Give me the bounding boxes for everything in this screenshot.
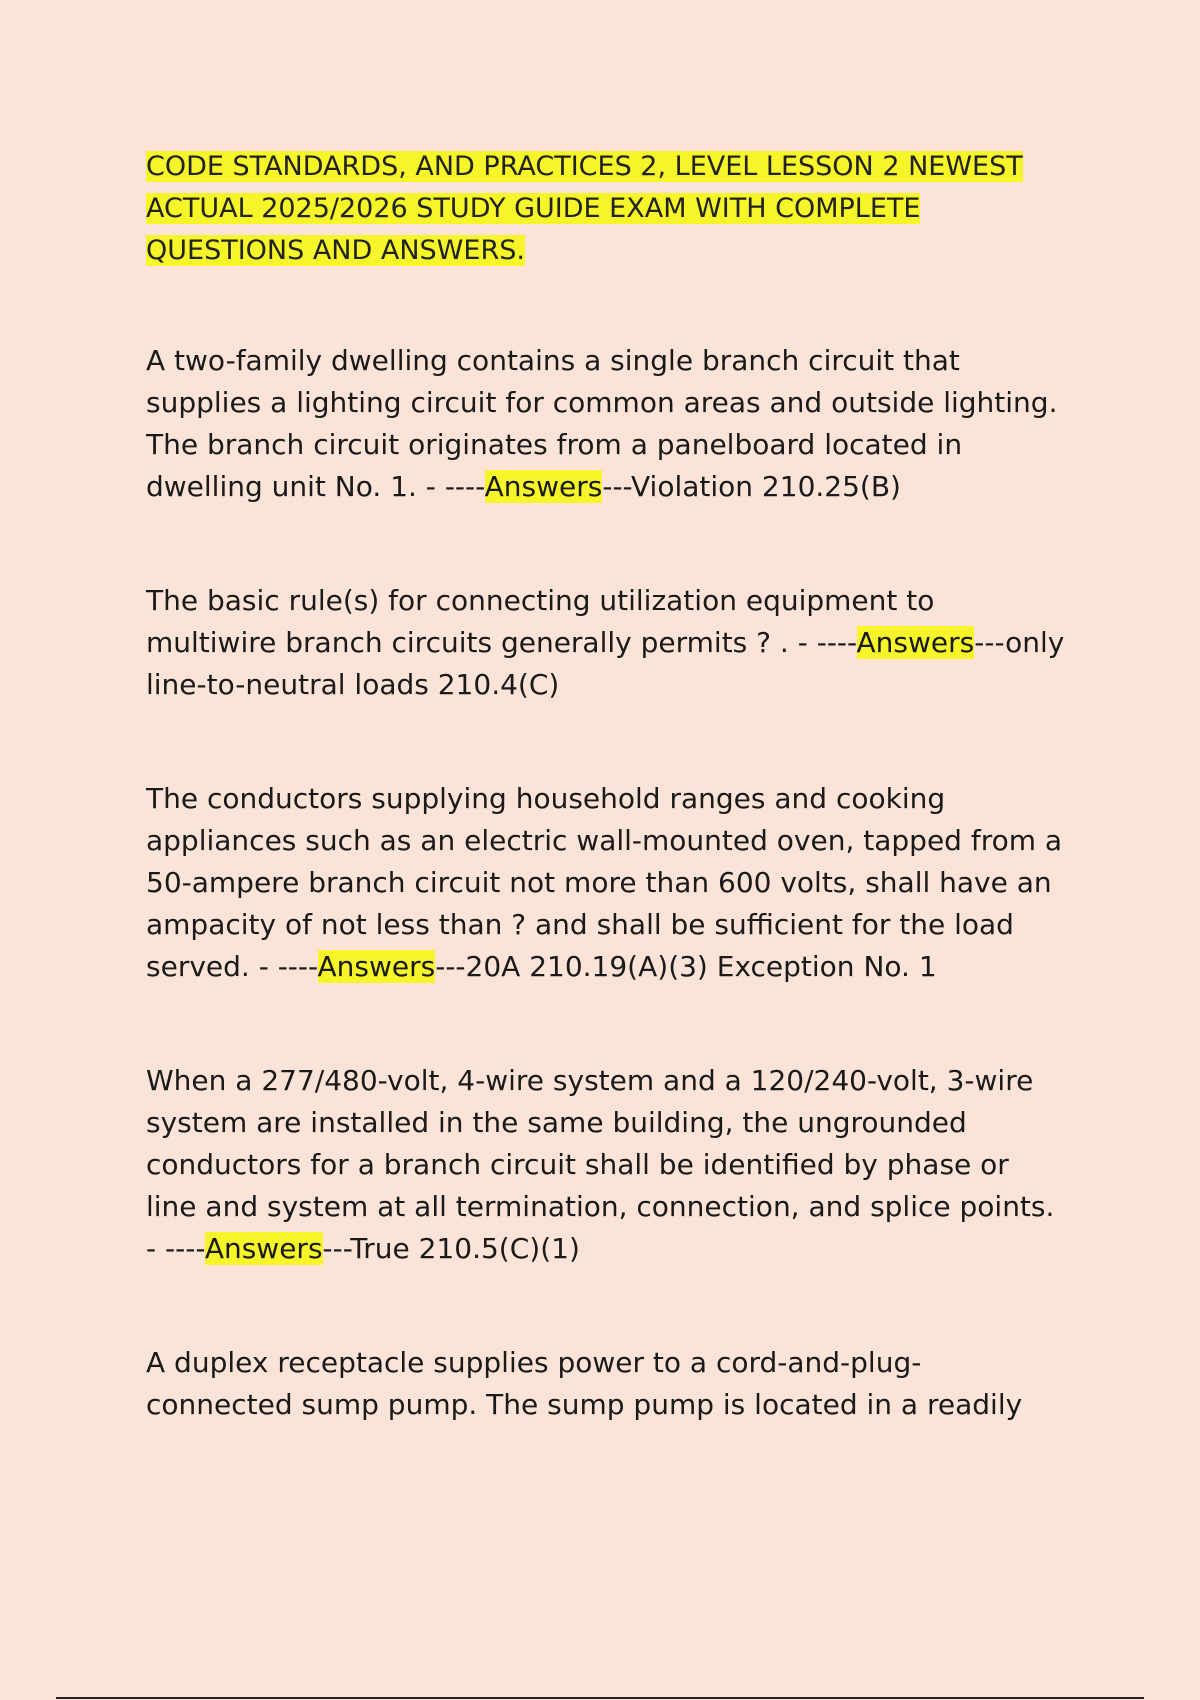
qa-item bbox=[146, 778, 1066, 988]
question-text: A duplex receptacle supplies power to a cord-and-plug-connected sump pump. The sump pump is located in a readily bbox=[146, 1346, 1023, 1421]
question-text: A two-family dwelling contains a single branch circuit that supplies a lighting circuit for common areas and outside lighting. The branch circuit originates from a panelboard located in dwelling unit No. 1. - ---- bbox=[146, 344, 1058, 503]
bottom-divider bbox=[56, 1697, 1144, 1699]
answers-marker: Answers bbox=[484, 470, 603, 503]
document-title bbox=[146, 146, 1066, 272]
qa-item bbox=[146, 1060, 1066, 1270]
question-text: The basic rule(s) for connecting utilization equipment to multiwire branch circuits generally permits ? . - ---- bbox=[146, 584, 935, 659]
answers-marker: Answers bbox=[204, 1232, 323, 1265]
answer-text: ---Violation 210.25(B) bbox=[602, 470, 901, 503]
answer-text: ---only line-to-neutral loads 210.4(C) bbox=[146, 626, 1065, 701]
answers-marker: Answers bbox=[856, 626, 975, 659]
question-text: The conductors supplying household ranges and cooking appliances such as an electric wall-mounted oven, tapped from a 50-ampere branch circuit not more than 600 volts, shall have an ampacity of not less than ? and shall be sufficient for the load served. - ---- bbox=[146, 782, 1063, 983]
qa-item bbox=[146, 580, 1066, 706]
question-text: When a 277/480-volt, 4-wire system and a 120/240-volt, 3-wire system are installed in the same building, the ungrounded conductors for a branch circuit shall be identified by phase or line and system at all termination, connection, and splice points. - ---- bbox=[146, 1064, 1055, 1265]
answer-text: ---20A 210.19(A)(3) Exception No. 1 bbox=[435, 950, 937, 983]
qa-item bbox=[146, 340, 1066, 508]
qa-item bbox=[146, 1342, 1066, 1426]
title-highlight: CODE STANDARDS, AND PRACTICES 2, LEVEL LESSON 2 NEWEST ACTUAL 2025/2026 STUDY GUIDE EXAM WITH COMPLETE QUESTIONS AND ANSWERS. bbox=[146, 151, 1023, 266]
answers-marker: Answers bbox=[317, 950, 436, 983]
answer-text: ---True 210.5(C)(1) bbox=[322, 1232, 580, 1265]
document-page bbox=[146, 146, 1066, 1426]
